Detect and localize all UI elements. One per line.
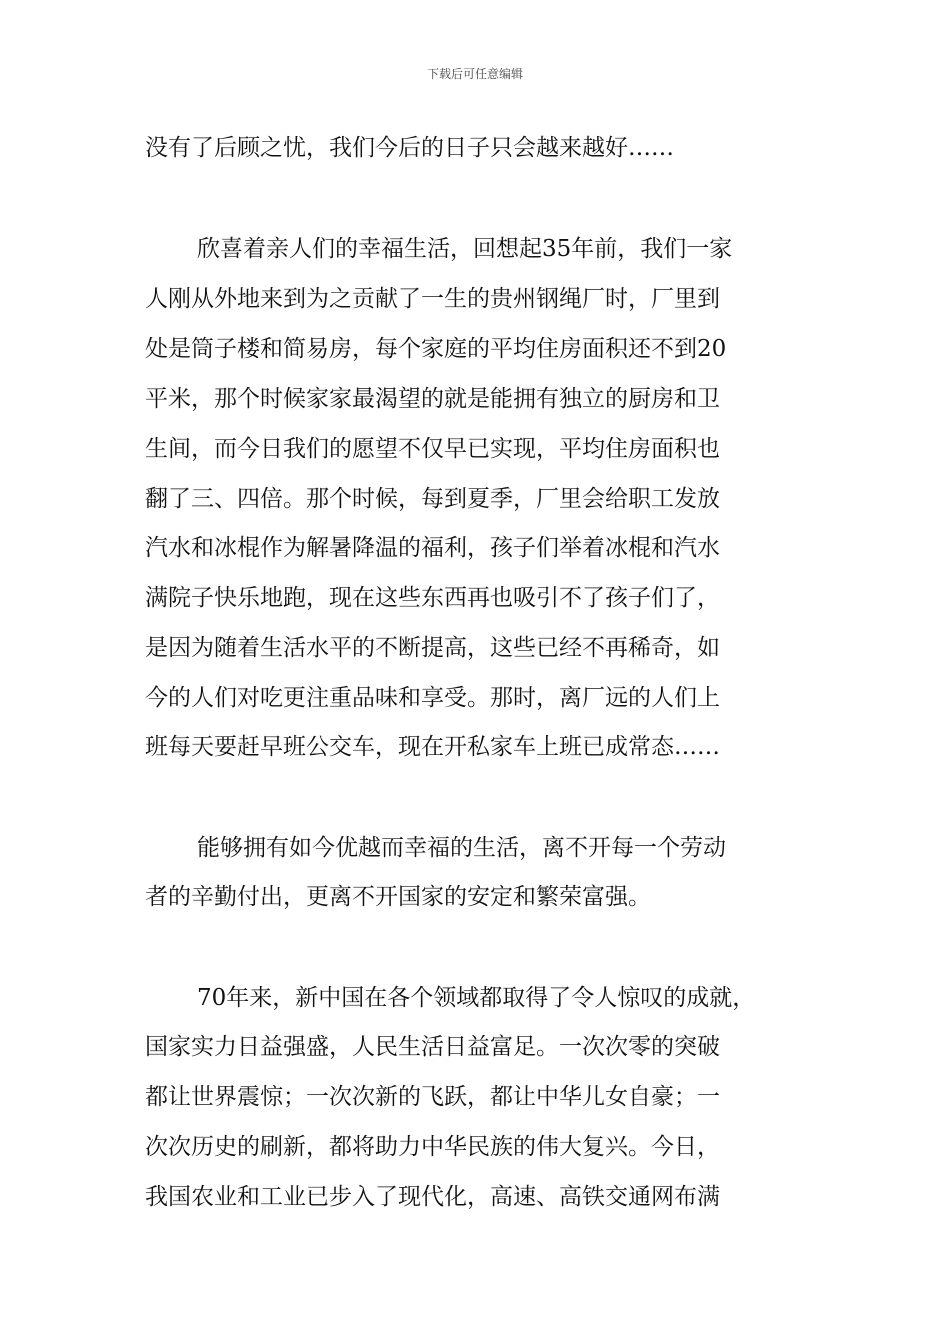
text-line: 翻了三、四倍。那个时候，每到夏季，厂里会给职工发放 bbox=[145, 486, 720, 512]
text-line: 人刚从外地来到为之贡献了一生的贵州钢绳厂时，厂里到 bbox=[145, 286, 720, 312]
text-line: 欣喜着亲人们的幸福生活，回想起35年前，我们一家 bbox=[197, 236, 733, 262]
text-line: 国家实力日益强盛，人民生活日益富足。一次次零的突破 bbox=[145, 1034, 720, 1060]
text-line: 都让世界震惊；一次次新的飞跃，都让中华儿女自豪；一 bbox=[145, 1084, 720, 1110]
text-line: 平米，那个时候家家最渴望的就是能拥有独立的厨房和卫 bbox=[145, 386, 720, 412]
text-line: 处是筒子楼和简易房，每个家庭的平均住房面积还不到20 bbox=[145, 336, 727, 362]
text-line: 汽水和冰棍作为解暑降温的福利，孩子们举着冰棍和汽水 bbox=[145, 535, 720, 561]
page-header: 下载后可任意编辑 bbox=[426, 67, 523, 81]
text-line: 生间，而今日我们的愿望不仅早已实现，平均住房面积也 bbox=[145, 436, 720, 462]
text-line: 我国农业和工业已步入了现代化，高速、高铁交通网布满 bbox=[145, 1184, 720, 1210]
text-line: 今的人们对吃更注重品味和享受。那时，离厂远的人们上 bbox=[145, 685, 720, 711]
text-line: 次次历史的刷新，都将助力中华民族的伟大复兴。今日， bbox=[145, 1134, 720, 1160]
text-line: 满院子快乐地跑，现在这些东西再也吸引不了孩子们了， bbox=[145, 585, 720, 611]
text-line: 班每天要赶早班公交车，现在开私家车上班已成常态…… bbox=[145, 734, 720, 760]
text-line: 是因为随着生活水平的不断提高，这些已经不再稀奇，如 bbox=[145, 635, 720, 661]
text-line: 70年来，新中国在各个领域都取得了令人惊叹的成就， bbox=[197, 985, 756, 1011]
text-line: 者的辛勤付出，更离不开国家的安定和繁荣富强。 bbox=[145, 884, 651, 910]
text-line: 能够拥有如今优越而幸福的生活，离不开每一个劳动 bbox=[197, 835, 726, 861]
text-line: 没有了后顾之忧，我们今后的日子只会越来越好…… bbox=[145, 135, 674, 161]
